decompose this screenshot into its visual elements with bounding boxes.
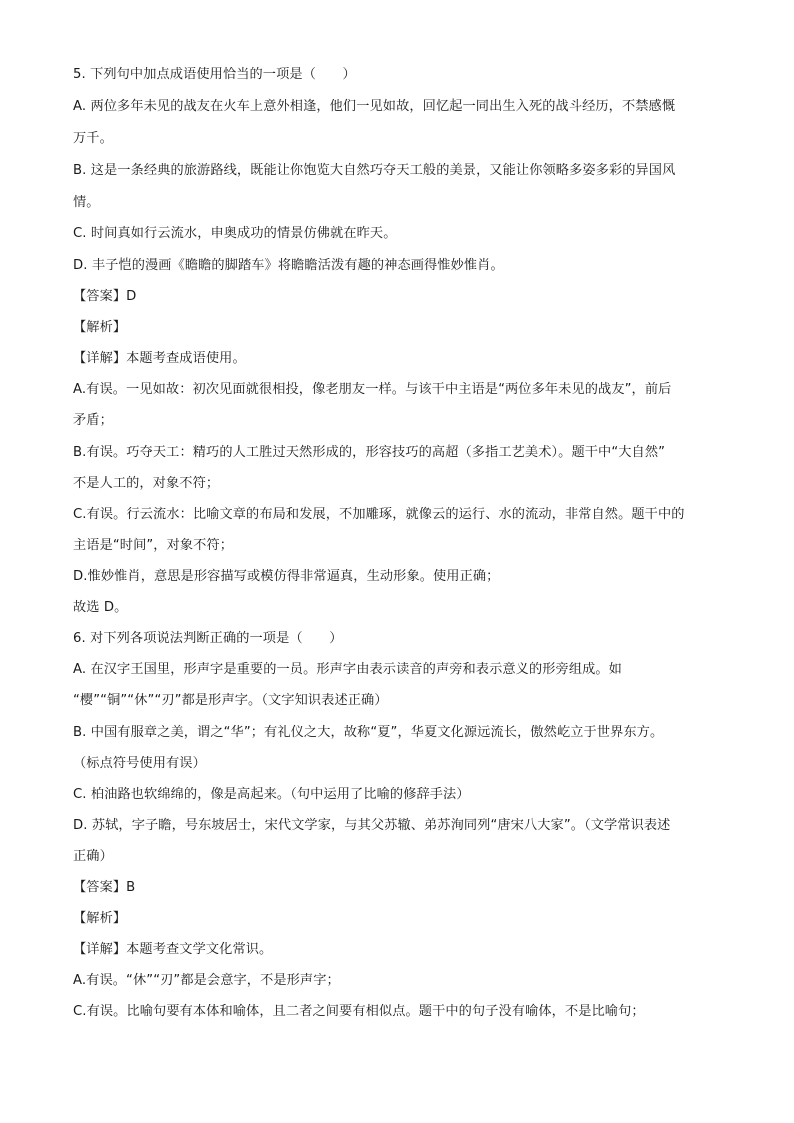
question-5-option-a-cont: 万千。 — [73, 131, 113, 146]
question-6-option-d: D. 苏轼，字子瞻，号东坡居士，宋代文学家，与其父苏辙、弟苏洵同列“唐宋八大家”。（文学常识表述 — [73, 818, 671, 833]
question-5-option-c: C. 时间真如行云流水，申奥成功的情景仿佛就在昨天。 — [73, 226, 397, 241]
question-6-option-c: C. 柏油路也软绵绵的，像是高起来。（句中运用了比喻的修辞手法） — [73, 787, 470, 802]
question-5-detail: 【详解】本题考查成语使用。 — [73, 351, 246, 366]
question-5-answer: 【答案】D — [73, 289, 137, 304]
question-6-explain-c: C.有误。比喻句要有本体和喻体，且二者之间要有相似点。题干中的句子没有喻体，不是比喻句； — [73, 1004, 645, 1019]
question-5-explain-a: A.有误。一见如故：初次见面就很相投，像老朋友一样。与该干中主语是“两位多年未见的战友”，前后 — [73, 382, 672, 397]
question-5-explain-c-cont: 主语是“时间”，对象不符； — [73, 538, 234, 553]
question-6-option-d-cont: 正确） — [73, 849, 113, 864]
question-6-option-a: A. 在汉字王国里，形声字是重要的一员。形声字由表示读音的声旁和表示意义的形旁组成。如 — [73, 662, 622, 677]
question-5-option-a: A. 两位多年未见的战友在火车上意外相逢，他们一见如故，回忆起一同出生入死的战斗经历，不禁感慨 — [73, 99, 676, 114]
question-6-answer: 【答案】B — [73, 880, 136, 895]
question-5-explain-b: B.有误。巧夺天工：精巧的人工胜过天然形成的，形容技巧的高超（多指工艺美术）。题干中“大自然” — [73, 445, 666, 460]
question-5-analysis-heading: 【解析】 — [73, 320, 127, 335]
question-5-explain-d: D.惟妙惟肖，意思是形容描写或模仿得非常逼真，生动形象。使用正确； — [73, 569, 500, 584]
question-5-conclusion: 故选 D。 — [73, 600, 128, 615]
question-6-analysis-heading: 【解析】 — [73, 911, 127, 926]
question-5-option-b-cont: 情。 — [73, 195, 100, 210]
question-5-explain-c: C.有误。行云流水：比喻文章的布局和发展，不加雕琢，就像云的运行、水的流动，非常自然。题干中的 — [73, 507, 685, 522]
question-6-stem: 6. 对下列各项说法判断正确的一项是（ ） — [73, 631, 343, 646]
question-5-explain-a-cont: 矛盾； — [73, 413, 113, 428]
question-5-stem: 5. 下列句中加点成语使用恰当的一项是（ ） — [73, 67, 356, 82]
question-6-option-b-cont: （标点符号使用有误） — [73, 756, 206, 771]
question-5-option-b: B. 这是一条经典的旅游路线，既能让你饱览大自然巧夺天工般的美景，又能让你领略多姿多彩的异国风 — [73, 163, 676, 178]
question-6-explain-a: A.有误。“休”“刃”都是会意字，不是形声字； — [73, 973, 340, 988]
question-6-option-a-cont: “樱”“铜”“休”“刃”都是形声字。（文字知识表述正确） — [73, 693, 388, 708]
question-6-option-b: B. 中国有服章之美，谓之“华”；有礼仪之大，故称“夏”，华夏文化源远流长，傲然屹立于世界东方。 — [73, 725, 664, 740]
question-5-option-d: D. 丰子恺的漫画《瞻瞻的脚踏车》将瞻瞻活泼有趣的神态画得惟妙惟肖。 — [73, 258, 504, 273]
question-5-explain-b-cont: 不是人工的，对象不符； — [73, 476, 220, 491]
question-6-detail: 【详解】本题考查文学文化常识。 — [73, 942, 273, 957]
